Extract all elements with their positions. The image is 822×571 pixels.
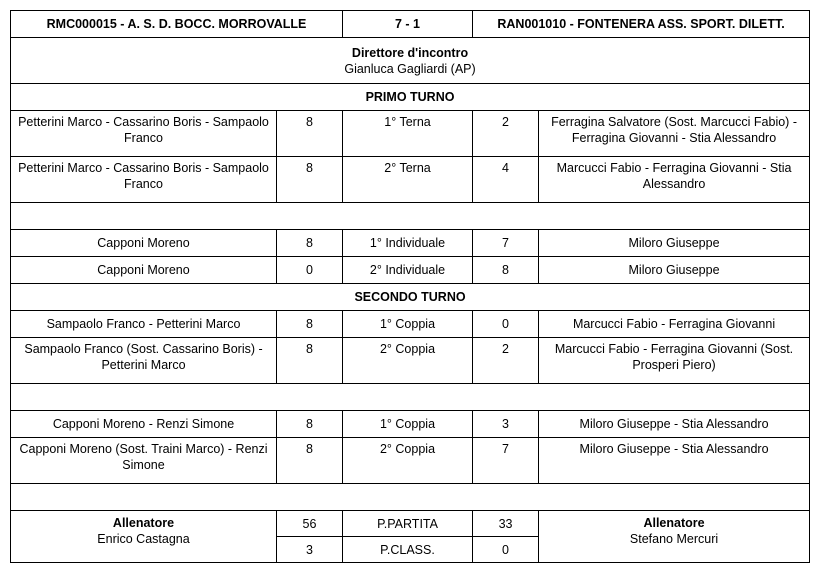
home-players: Capponi Moreno xyxy=(11,257,277,284)
match-type: 1° Coppia xyxy=(343,411,473,438)
match-row xyxy=(11,311,810,338)
home-score: 8 xyxy=(277,438,343,484)
home-score: 8 xyxy=(277,311,343,338)
match-row xyxy=(11,111,810,157)
away-players: Miloro Giuseppe xyxy=(539,257,810,284)
spacer-cell xyxy=(11,203,810,230)
second-turn-heading xyxy=(11,284,810,311)
home-coach-cell xyxy=(11,511,277,563)
home-score: 8 xyxy=(277,411,343,438)
p-partita-label: P.PARTITA xyxy=(343,511,473,537)
first-turn-heading xyxy=(11,84,810,111)
match-type: 2° Coppia xyxy=(343,338,473,384)
spacer-row xyxy=(11,203,810,230)
away-players: Miloro Giuseppe xyxy=(539,230,810,257)
home-players: Capponi Moreno xyxy=(11,230,277,257)
away-score: 4 xyxy=(473,157,539,203)
spacer-cell xyxy=(11,484,810,511)
match-type: 1° Coppia xyxy=(343,311,473,338)
p-class-label: P.CLASS. xyxy=(343,537,473,563)
home-p-class: 3 xyxy=(277,537,343,563)
spacer-row xyxy=(11,384,810,411)
away-coach-label: Allenatore xyxy=(643,516,705,530)
home-score: 8 xyxy=(277,338,343,384)
away-players: Miloro Giuseppe - Stia Alessandro xyxy=(539,411,810,438)
second-turn-title: SECONDO TURNO xyxy=(11,284,810,311)
match-type: 2° Coppia xyxy=(343,438,473,484)
away-score: 2 xyxy=(473,111,539,157)
match-type: 2° Terna xyxy=(343,157,473,203)
home-coach-name: Enrico Castagna xyxy=(97,532,190,546)
away-players: Marcucci Fabio - Ferragina Giovanni (Sost. Prosperi Piero) xyxy=(539,338,810,384)
final-score: 7 - 1 xyxy=(343,11,473,38)
home-team: RMC000015 - A. S. D. BOCC. MORROVALLE xyxy=(11,11,343,38)
match-type: 1° Individuale xyxy=(343,230,473,257)
away-p-class: 0 xyxy=(473,537,539,563)
home-score: 8 xyxy=(277,157,343,203)
away-players: Miloro Giuseppe - Stia Alessandro xyxy=(539,438,810,484)
spacer-row xyxy=(11,484,810,511)
match-row xyxy=(11,257,810,284)
away-score: 8 xyxy=(473,257,539,284)
home-players: Capponi Moreno - Renzi Simone xyxy=(11,411,277,438)
home-coach-label: Allenatore xyxy=(112,516,175,530)
home-players: Capponi Moreno (Sost. Traini Marco) - Renzi Simone xyxy=(11,438,277,484)
match-row xyxy=(11,338,810,384)
away-score: 7 xyxy=(473,438,539,484)
match-row xyxy=(11,411,810,438)
first-turn-title: PRIMO TURNO xyxy=(11,84,810,111)
away-players: Ferragina Salvatore (Sost. Marcucci Fabio) - Ferragina Giovanni - Stia Alessandro xyxy=(539,111,810,157)
match-report-table xyxy=(10,10,810,563)
away-team: RAN001010 - FONTENERA ASS. SPORT. DILETT. xyxy=(473,11,810,38)
away-players: Marcucci Fabio - Ferragina Giovanni xyxy=(539,311,810,338)
director-row xyxy=(11,38,810,84)
away-score: 2 xyxy=(473,338,539,384)
away-score: 3 xyxy=(473,411,539,438)
home-p-partita: 56 xyxy=(277,511,343,537)
match-row xyxy=(11,157,810,203)
match-row xyxy=(11,230,810,257)
footer-row-partita xyxy=(11,511,810,537)
away-coach-cell xyxy=(539,511,810,563)
director-title: Direttore d'incontro xyxy=(351,45,469,60)
away-players: Marcucci Fabio - Ferragina Giovanni - Stia Alessandro xyxy=(539,157,810,203)
director-cell xyxy=(11,38,810,84)
match-type: 2° Individuale xyxy=(343,257,473,284)
away-score: 7 xyxy=(473,230,539,257)
home-players: Petterini Marco - Cassarino Boris - Sampaolo Franco xyxy=(11,157,277,203)
spacer-cell xyxy=(11,384,810,411)
header-row xyxy=(11,11,810,38)
home-score: 0 xyxy=(277,257,343,284)
home-players: Petterini Marco - Cassarino Boris - Sampaolo Franco xyxy=(11,111,277,157)
away-score: 0 xyxy=(473,311,539,338)
home-score: 8 xyxy=(277,111,343,157)
home-players: Sampaolo Franco (Sost. Cassarino Boris) - Petterini Marco xyxy=(11,338,277,384)
director-name: Gianluca Gagliardi (AP) xyxy=(344,61,476,76)
match-type: 1° Terna xyxy=(343,111,473,157)
home-players: Sampaolo Franco - Petterini Marco xyxy=(11,311,277,338)
match-row xyxy=(11,438,810,484)
away-p-partita: 33 xyxy=(473,511,539,537)
home-score: 8 xyxy=(277,230,343,257)
away-coach-name: Stefano Mercuri xyxy=(629,532,719,546)
